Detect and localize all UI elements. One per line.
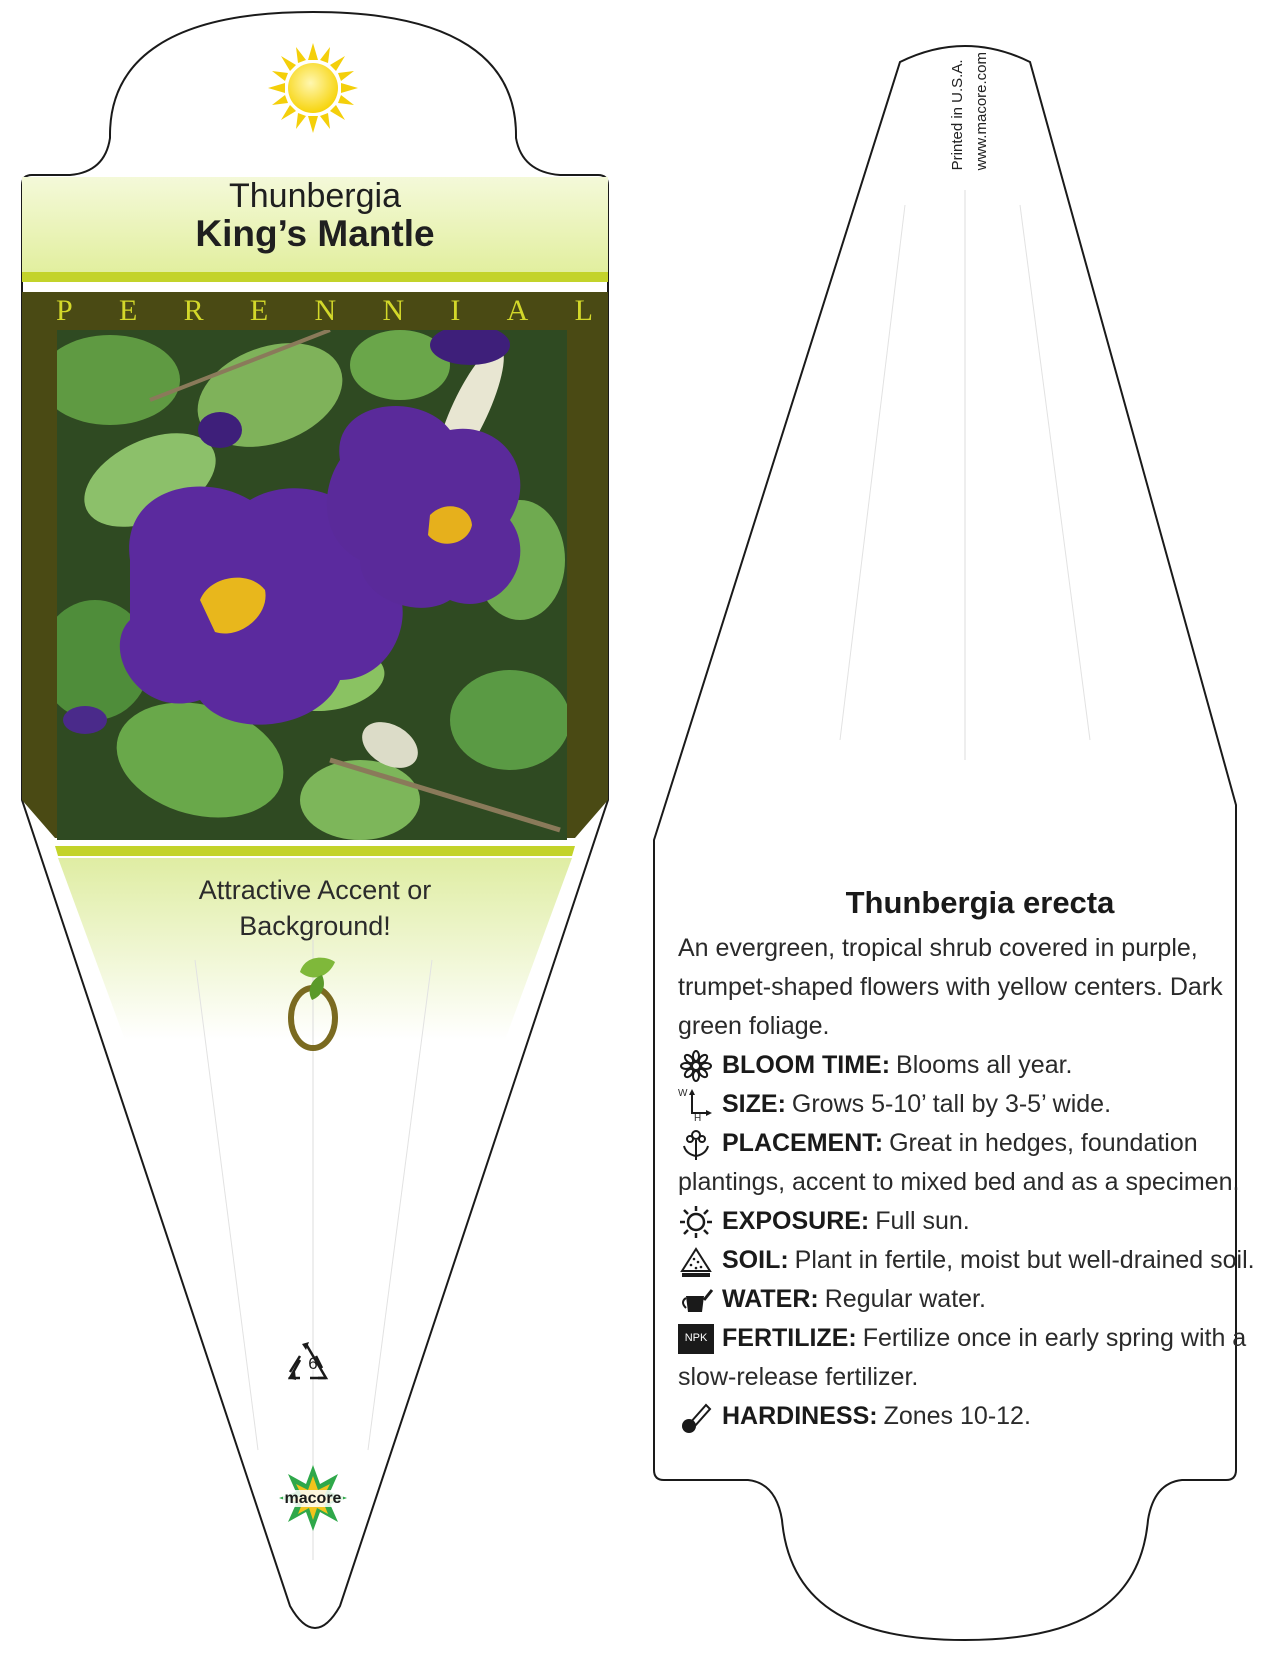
height-letter: H: [694, 1112, 702, 1124]
soil-row: [678, 1241, 1263, 1280]
bloom-time-label: BLOOM TIME:: [722, 1051, 891, 1079]
water-row: [678, 1280, 1263, 1319]
sun-exposure-icon: [678, 1204, 714, 1240]
soil-label: SOIL:: [722, 1246, 789, 1274]
category-letter: I: [450, 294, 461, 327]
botanical-name: Thunbergia erecta: [845, 885, 1115, 920]
flower-icon: [678, 1048, 714, 1084]
size-row: [678, 1085, 1263, 1124]
size-arrows-icon: [678, 1087, 714, 1123]
watering-can-icon: [678, 1282, 714, 1318]
placement-value: Great in hedges, foundation: [889, 1129, 1198, 1157]
hardiness-row: [678, 1397, 1263, 1436]
soil-value: Plant in fertile, moist but well-drained soil.: [794, 1246, 1255, 1274]
fertilize-value: Fertilize once in early spring with a: [862, 1324, 1247, 1352]
category-letter: R: [183, 294, 204, 327]
description-line: green foliage.: [678, 1012, 830, 1040]
care-info: [678, 929, 1263, 1436]
printed-line: Printed in U.S.A.: [949, 59, 966, 171]
brand-name: macore: [284, 1490, 342, 1507]
plant-genus: Thunbergia: [228, 177, 401, 215]
website: www.macore.com: [973, 52, 990, 171]
hardiness-label: HARDINESS:: [722, 1402, 878, 1430]
fertilize-continued: slow-release fertilizer.: [678, 1363, 919, 1391]
npk-icon: NPK: [678, 1324, 714, 1354]
category-letter: P: [56, 294, 73, 327]
tagline-line: Background!: [239, 911, 391, 941]
placement-continued: plantings, accent to mixed bed and as a specimen.: [678, 1168, 1240, 1196]
water-value: Regular water.: [824, 1285, 986, 1313]
tagline-line: Attractive Accent or: [198, 875, 432, 905]
category-letter: E: [118, 294, 138, 327]
plant-cultivar: King’s Mantle: [195, 213, 435, 254]
plant-photo: [40, 324, 570, 840]
bloom-time-row: [678, 1046, 1263, 1085]
category-letter: L: [574, 294, 593, 327]
exposure-row: [678, 1202, 1263, 1241]
category-letter: N: [382, 294, 405, 327]
category-letter: A: [506, 294, 529, 327]
thermometer-icon: [678, 1399, 714, 1435]
hardiness-value: Zones 10-12.: [883, 1402, 1031, 1430]
printed-info: [946, 52, 994, 170]
tagline: [90, 872, 540, 944]
plant-placement-icon: [678, 1126, 714, 1162]
placement-row: [678, 1124, 1263, 1163]
placement-label: PLACEMENT:: [722, 1129, 884, 1157]
description-line: An evergreen, tropical shrub covered in purple,: [678, 934, 1198, 962]
category-label: [22, 294, 609, 328]
fertilize-row: [678, 1319, 1263, 1358]
size-label: SIZE:: [722, 1090, 786, 1118]
description-line: trumpet-shaped flowers with yellow centers. Dark: [678, 973, 1223, 1001]
size-value: Grows 5-10’ tall by 3-5’ wide.: [791, 1090, 1112, 1118]
water-label: WATER:: [722, 1285, 819, 1313]
fertilize-label: FERTILIZE:: [722, 1324, 857, 1352]
bloom-time-value: Blooms all year.: [896, 1051, 1073, 1079]
soil-icon: [678, 1243, 714, 1279]
recycle-number: 6: [308, 1354, 318, 1373]
exposure-label: EXPOSURE:: [722, 1207, 870, 1235]
category-letter: E: [249, 294, 269, 327]
sun-icon: [268, 43, 358, 133]
exposure-value: Full sun.: [875, 1207, 970, 1235]
category-letter: N: [314, 294, 337, 327]
width-letter: W: [678, 1087, 688, 1099]
